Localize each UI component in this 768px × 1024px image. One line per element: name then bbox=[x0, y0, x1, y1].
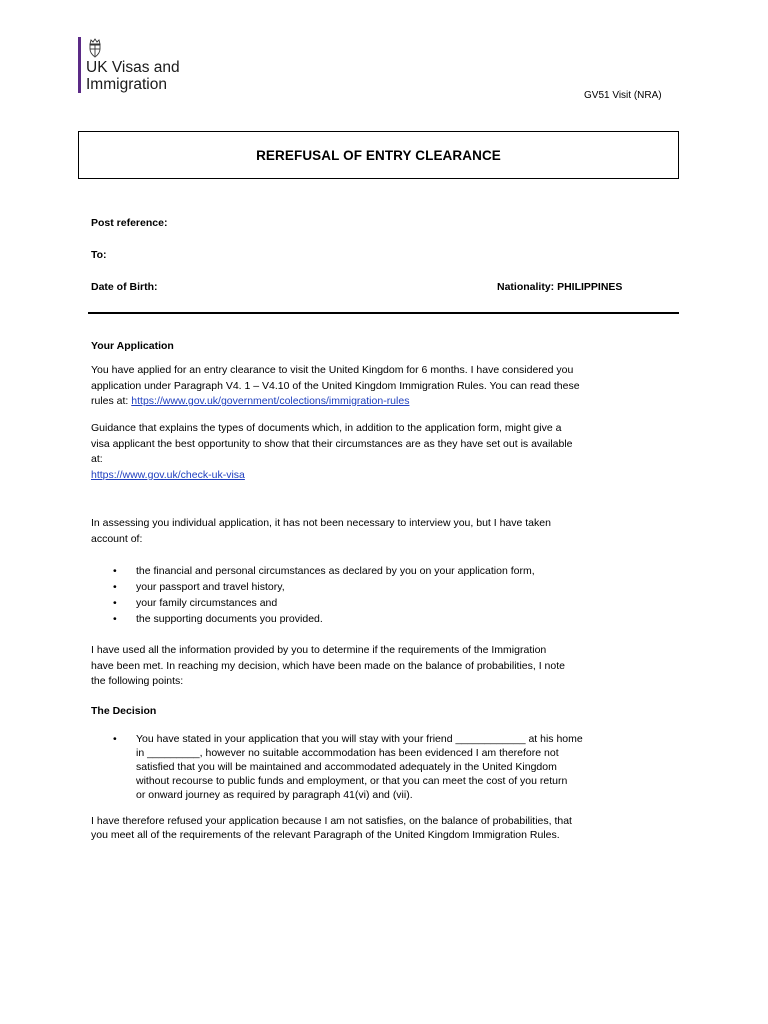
list-item-text: the financial and personal circumstances as declared by you on your application form, bbox=[136, 565, 535, 577]
paragraph-text: rules at: bbox=[91, 395, 132, 407]
list-item bbox=[91, 611, 691, 627]
paragraph-line: In assessing you individual application, it has not been necessary to interview you, but I have taken bbox=[91, 517, 551, 529]
paragraph-line: visa applicant the best opportunity to show that their circumstances are as they have set out is available bbox=[91, 437, 573, 450]
paragraph-line: at: bbox=[91, 453, 103, 465]
paragraph-line bbox=[91, 468, 691, 484]
royal-crest-icon bbox=[87, 38, 103, 58]
immigration-rules-link[interactable]: https://www.gov.uk/government/colections/immigration-rules bbox=[131, 395, 410, 407]
paragraph-line: I have used all the information provided by you to determine if the requirements of the Immigration bbox=[91, 644, 547, 656]
nationality-label: Nationality: PHILIPPINES bbox=[497, 281, 623, 293]
paragraph-line: have been met. In reaching my decision, which have been made on the balance of probabilities, I note bbox=[91, 659, 565, 672]
paragraph-line: application under Paragraph V4. 1 – V4.10 of the United Kingdom Immigration Rules. You can read these bbox=[91, 379, 580, 392]
application-paragraph bbox=[91, 363, 691, 410]
decision-line: in _________, however no suitable accommodation has been evidenced I am therefore not bbox=[136, 747, 559, 759]
decision-line: without recourse to public funds and employment, or that you can meet the cost of you return bbox=[136, 775, 568, 787]
decision-line: satisfied that you will be maintained and accommodated adequately in the United Kingdom bbox=[136, 761, 557, 773]
assessment-paragraph bbox=[91, 516, 691, 547]
document-title: REREFUSAL OF ENTRY CLEARANCE bbox=[256, 148, 501, 163]
bullet-icon: • bbox=[113, 581, 117, 593]
bullet-icon: • bbox=[113, 597, 117, 609]
list-item bbox=[91, 595, 691, 611]
post-reference-label: Post reference: bbox=[91, 217, 168, 229]
decision-list-item bbox=[91, 732, 691, 802]
decision-text bbox=[136, 732, 681, 802]
information-paragraph bbox=[91, 643, 691, 690]
refusal-paragraph bbox=[91, 814, 691, 842]
paragraph-line: I have therefore refused your application because I am not satisfies, on the balance of probabilities, that bbox=[91, 815, 572, 827]
decision-heading: The Decision bbox=[91, 705, 157, 717]
bullet-icon: • bbox=[113, 733, 117, 745]
logo-accent-bar bbox=[78, 37, 81, 93]
paragraph-line: account of: bbox=[91, 532, 143, 545]
check-uk-visa-link[interactable]: https://www.gov.uk/check-uk-visa bbox=[91, 468, 245, 481]
list-item bbox=[91, 563, 691, 579]
assessment-list bbox=[91, 563, 691, 627]
list-item bbox=[91, 579, 691, 595]
section-divider bbox=[88, 312, 679, 314]
date-of-birth-label: Date of Birth: bbox=[91, 281, 158, 293]
your-application-heading: Your Application bbox=[91, 340, 174, 352]
list-item-text: your family circumstances and bbox=[136, 597, 278, 609]
decision-line: or onward journey as required by paragraph 41(vi) and (vii). bbox=[136, 789, 413, 801]
agency-logo-text bbox=[86, 59, 180, 93]
paragraph-line: Guidance that explains the types of documents which, in addition to the application form, might give a bbox=[91, 422, 562, 434]
to-label: To: bbox=[91, 249, 107, 261]
paragraph-line: you meet all of the requirements of the relevant Paragraph of the United Kingdom Immigration Rules. bbox=[91, 829, 560, 841]
decision-line: You have stated in your application that you will stay with your friend ____________ at his home bbox=[136, 733, 583, 745]
logo-line-1: UK Visas and bbox=[86, 59, 180, 76]
logo-line-2: Immigration bbox=[86, 76, 167, 93]
paragraph-line: the following points: bbox=[91, 675, 184, 687]
list-item-text: the supporting documents you provided. bbox=[136, 613, 323, 625]
bullet-icon: • bbox=[113, 613, 117, 625]
form-code: GV51 Visit (NRA) bbox=[584, 90, 662, 101]
bullet-icon: • bbox=[113, 565, 117, 577]
guidance-paragraph bbox=[91, 421, 691, 483]
paragraph-line: You have applied for an entry clearance to visit the United Kingdom for 6 months. I have considered you bbox=[91, 364, 574, 376]
list-item-text: your passport and travel history, bbox=[136, 581, 285, 593]
title-box bbox=[78, 131, 679, 179]
paragraph-line bbox=[91, 394, 691, 410]
